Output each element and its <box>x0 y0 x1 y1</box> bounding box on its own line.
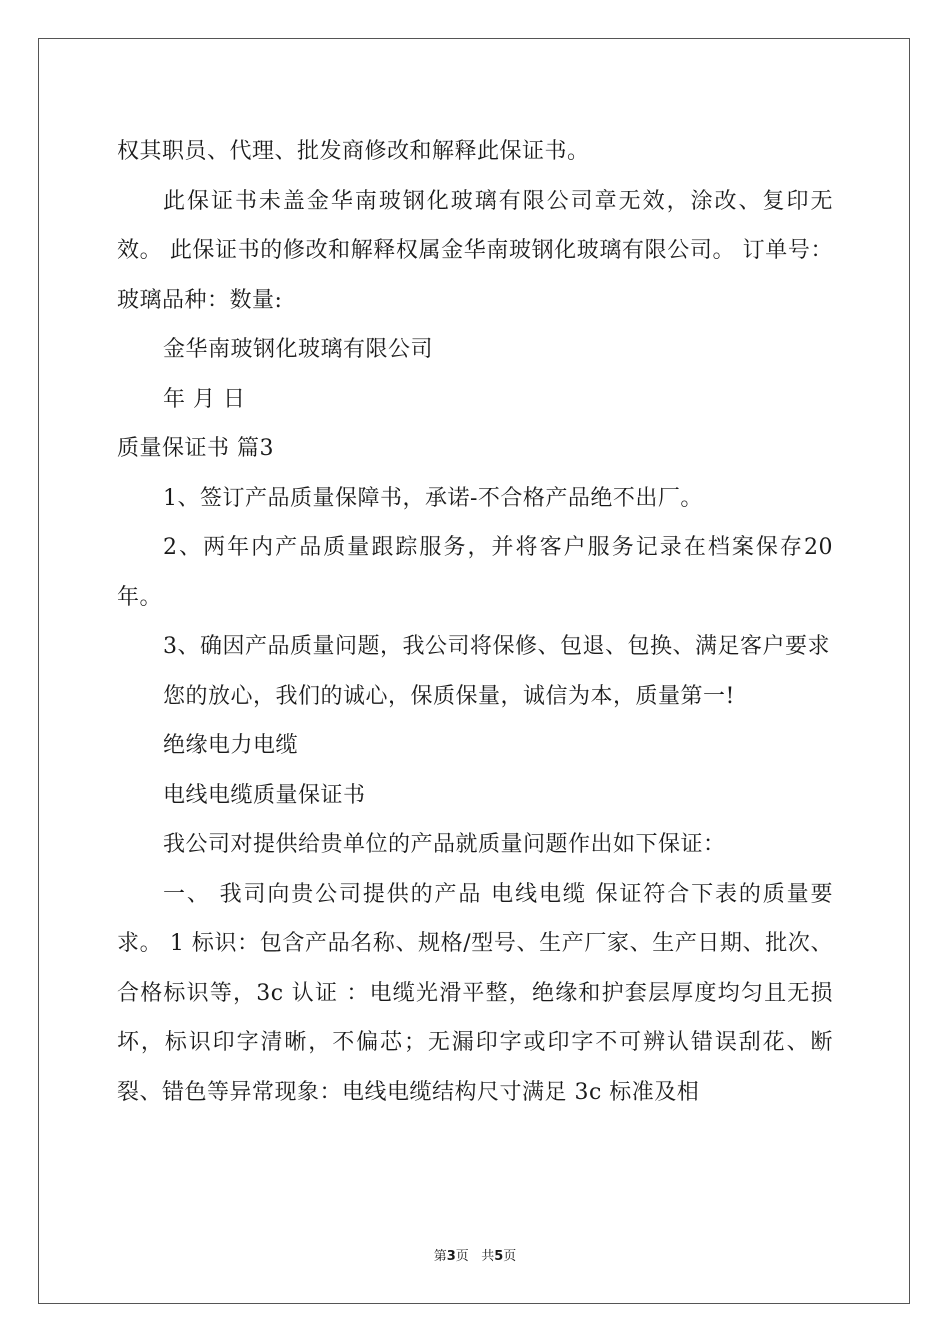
paragraph: 我公司对提供给贵单位的产品就质量问题作出如下保证： <box>163 832 726 857</box>
document-body <box>117 127 833 1117</box>
page-footer <box>0 1245 950 1264</box>
footer-prefix: 第 <box>433 1249 447 1264</box>
current-page-number: 3 <box>446 1249 456 1264</box>
paragraph: 您的放心，我们的诚心，保质保量，诚信为本，质量第一! <box>163 683 735 709</box>
paragraph: 绝缘电力电缆 <box>163 733 299 758</box>
company-name: 金华南玻钢化玻璃有限公司 <box>163 337 434 362</box>
total-pages-number: 5 <box>494 1249 504 1264</box>
footer-total-prefix: 共 <box>481 1249 495 1264</box>
list-item: 3、确因产品质量问题，我公司将保修、包退、包换、满足客户要求 <box>163 634 830 659</box>
date-line: 年 月 日 <box>163 386 246 412</box>
section-heading: 质量保证书 篇3 <box>117 436 274 461</box>
list-item: 2、两年内产品质量跟踪服务，并将客户服务记录在档案保存20年。 <box>117 535 833 610</box>
paragraph: 权其职员、代理、批发商修改和解释此保证书。 <box>117 139 590 164</box>
footer-page-suffix: 页 <box>455 1249 469 1264</box>
list-item: 1、签订产品质量保障书，承诺-不合格产品绝不出厂。 <box>163 485 703 511</box>
paragraph: 一、 我司向贵公司提供的产品 电线电缆 保证符合下表的质量要求。 1 标识：包含产品名称、规格/型号、生产厂家、生产日期、批次、合格标识等，3c 认证 ：电缆光滑平整，绝缘和护套层厚度均匀且无损坏，标识印字清晰，不偏芯；无漏印字或印字不可辨认错误刮花、断裂、错色等异常现象：电线电缆结构尺寸满足 3c 标准及相 <box>117 881 833 1105</box>
footer-total-suffix: 页 <box>503 1249 517 1264</box>
paragraph: 电线电缆质量保证书 <box>163 782 366 808</box>
paragraph: 此保证书未盖金华南玻钢化玻璃有限公司章无效，涂改、复印无效。 此保证书的修改和解释权属金华南玻钢化玻璃有限公司。 订单号： 玻璃品种：数量: <box>117 188 833 313</box>
